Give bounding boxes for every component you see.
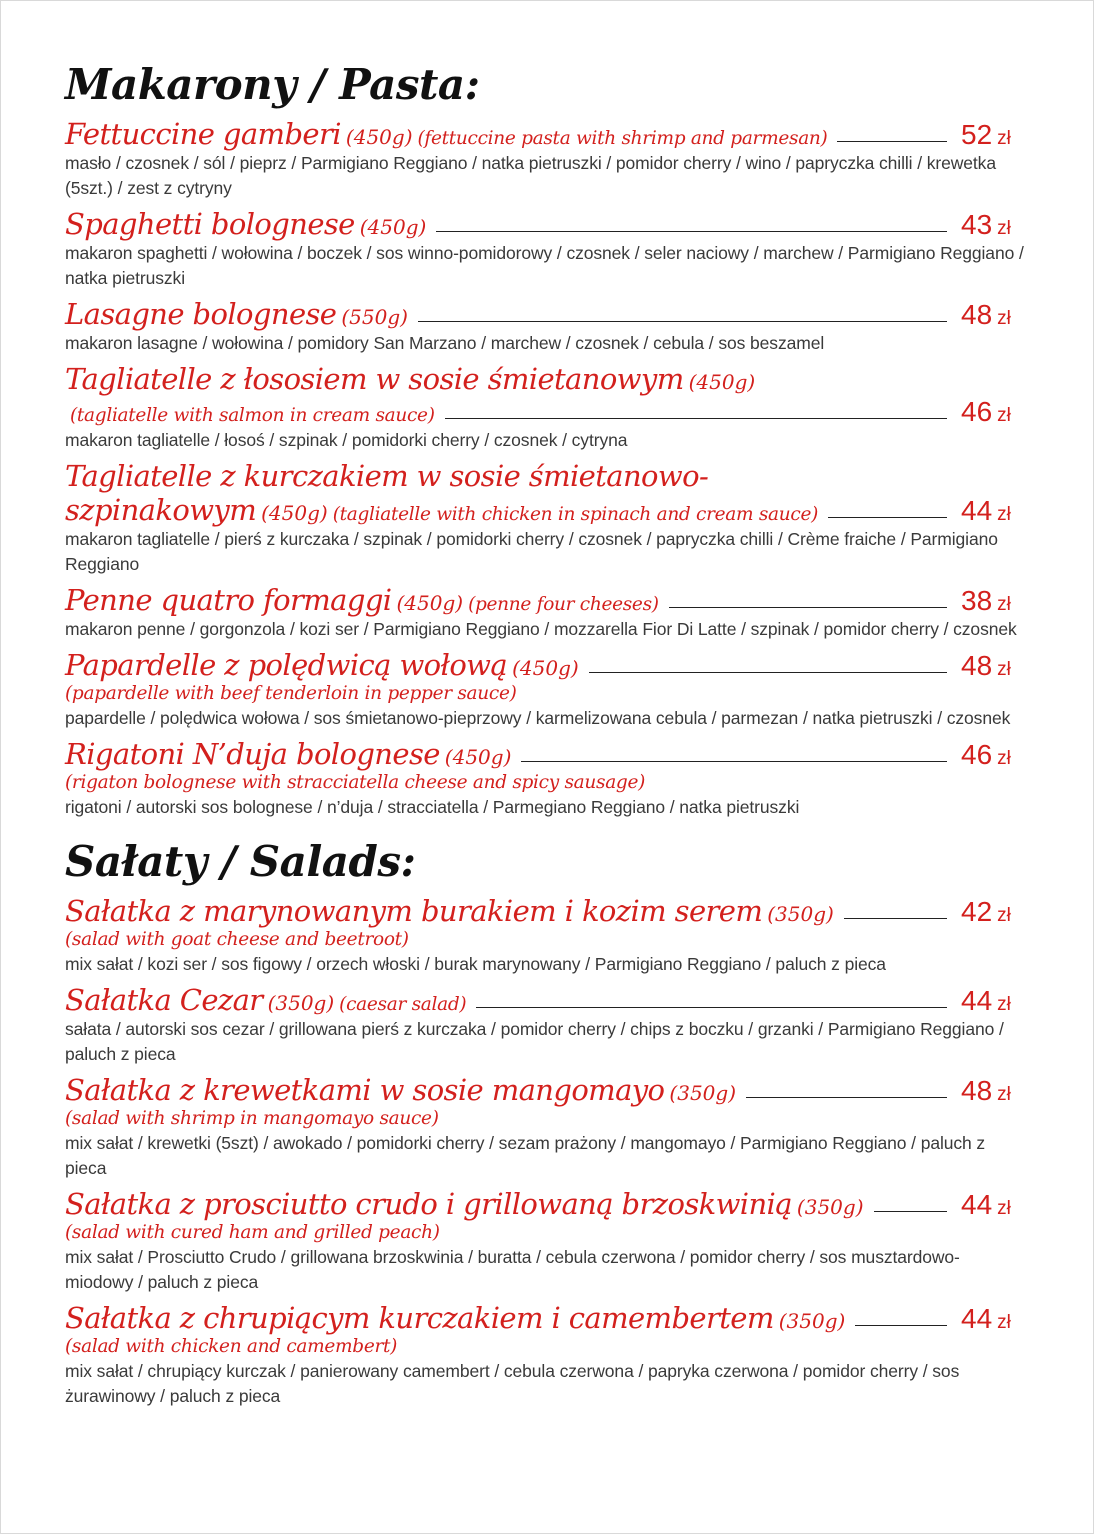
item-english-name: (caesar salad) [339, 994, 467, 1015]
item-ingredients: makaron tagliatelle / pierś z kurczaka / szpinak / pomidorki cherry / czosnek / papryczka chilli / Crème fraiche / Parmigiano Reggiano [65, 529, 998, 574]
item-name-wrap [65, 1073, 736, 1107]
price-currency: zł [997, 994, 1011, 1015]
item-weight: (450g) [261, 501, 328, 525]
menu-item [65, 459, 1027, 577]
price-currency: zł [997, 405, 1011, 426]
item-name-wrap [65, 493, 818, 527]
item-name-line [65, 459, 1027, 493]
item-price [961, 1075, 1027, 1107]
item-price [961, 585, 1027, 617]
item-price [961, 1189, 1027, 1221]
leader-line [844, 918, 947, 919]
leader-line [476, 1007, 947, 1008]
item-weight: (450g) [512, 656, 579, 680]
item-price-line [65, 737, 1027, 771]
price-value: 44 [961, 1189, 993, 1220]
leader-line [436, 231, 947, 232]
price-currency: zł [997, 128, 1011, 149]
section-title: Sałaty / Salads: [65, 837, 416, 886]
menu-item [65, 894, 1027, 977]
item-price-line [65, 583, 1027, 617]
item-name: Sałatka Cezar [65, 983, 263, 1017]
item-name-wrap [65, 737, 511, 771]
item-name-wrap [65, 405, 435, 426]
price-value: 38 [961, 585, 993, 616]
item-price-line [65, 1187, 1027, 1221]
item-price [961, 396, 1027, 428]
menu-item [65, 1301, 1027, 1409]
price-currency: zł [997, 1312, 1011, 1333]
menu-item [65, 1187, 1027, 1295]
item-english-name: (rigaton bolognese with stracciatella cheese and spicy sausage) [65, 772, 646, 793]
item-name-line [65, 362, 1027, 396]
item-weight: (350g) [267, 991, 335, 1015]
item-name: Penne quatro formaggi [65, 583, 392, 617]
item-name: Sałatka z chrupiącym kurczakiem i camembertem [65, 1301, 774, 1335]
price-value: 43 [961, 209, 993, 240]
item-name-wrap [65, 648, 579, 682]
item-price [961, 896, 1027, 928]
item-ingredients: makaron penne / gorgonzola / kozi ser / Parmigiano Reggiano / mozzarella Fior Di Latte / szpinak / pomidor cherry / czosnek [65, 619, 1017, 639]
item-english-name: (salad with shrimp in mangomayo sauce) [65, 1108, 439, 1129]
item-weight: (550g) [341, 305, 408, 329]
item-price [961, 119, 1027, 151]
price-value: 48 [961, 299, 993, 330]
item-price-line [65, 297, 1027, 331]
item-ingredients: mix sałat / krewetki (5szt) / awokado / pomidorki cherry / sezam prażony / mangomayo / Parmigiano Reggiano / paluch z pieca [65, 1133, 986, 1178]
item-ingredients: makaron tagliatelle / łosoś / szpinak / pomidorki cherry / czosnek / cytryna [65, 430, 628, 450]
item-name: Sałatka z prosciutto crudo i grillowaną brzoskwinią [65, 1187, 792, 1221]
item-name-wrap [65, 983, 466, 1017]
item-name-wrap [65, 1187, 864, 1221]
leader-line [589, 672, 947, 673]
price-value: 46 [961, 739, 993, 770]
price-currency: zł [997, 218, 1011, 239]
leader-line [874, 1211, 947, 1212]
leader-line [445, 418, 947, 419]
item-weight: (450g) [396, 591, 464, 615]
price-value: 46 [961, 396, 993, 427]
item-ingredients: papardelle / polędwica wołowa / sos śmietanowo-pieprzowy / karmelizowana cebula / parmezan / natka pietruszki / czosnek [65, 708, 1011, 728]
item-weight: (450g) [359, 215, 427, 239]
item-ingredients: makaron spaghetti / wołowina / boczek / sos winno-pomidorowy / czosnek / seler naciowy / marchew / Parmigiano Reggiano / natka pietruszki [65, 243, 1024, 288]
section-title: Makarony / Pasta: [65, 60, 480, 109]
menu-item [65, 207, 1027, 291]
price-currency: zł [997, 1084, 1011, 1105]
item-price [961, 985, 1027, 1017]
leader-line [746, 1097, 947, 1098]
menu-item [65, 583, 1027, 642]
item-name: Sałatka z marynowanym burakiem i kozim serem [65, 894, 763, 928]
item-price-line [65, 1073, 1027, 1107]
item-price [961, 650, 1027, 682]
item-price-line [65, 117, 1027, 151]
item-ingredients: mix sałat / chrupiący kurczak / panierowany camembert / cebula czerwona / papryka czerwona / pomidor cherry / sos żurawinowy / paluch z pieca [65, 1361, 960, 1406]
leader-line [418, 321, 947, 322]
item-price [961, 209, 1027, 241]
price-currency: zł [997, 748, 1011, 769]
item-name: szpinakowym [65, 493, 257, 527]
item-weight: (450g) [688, 370, 756, 394]
item-ingredients: mix sałat / kozi ser / sos figowy / orzech włoski / burak marynowany / Parmigiano Reggiano / paluch z pieca [65, 954, 886, 974]
item-name: Papardelle z polędwicą wołową [65, 648, 508, 682]
price-currency: zł [997, 659, 1011, 680]
item-name-wrap [65, 583, 659, 617]
item-price-line [65, 894, 1027, 928]
item-name: Spaghetti bolognese [65, 207, 355, 241]
item-price-line [65, 1301, 1027, 1335]
leader-line [855, 1325, 947, 1326]
item-weight: (450g) [345, 125, 413, 149]
leader-line [669, 607, 947, 608]
leader-line [521, 761, 947, 762]
item-english-name: (salad with cured ham and grilled peach) [65, 1222, 440, 1243]
item-english-name: (fettuccine pasta with shrimp and parmesan) [417, 128, 828, 149]
item-name-wrap [65, 117, 827, 151]
item-name: Tagliatelle z łososiem w sosie śmietanowym [65, 362, 684, 396]
item-name-wrap [65, 362, 755, 396]
item-price-line [65, 493, 1027, 527]
item-english-name: (penne four cheeses) [468, 594, 659, 615]
menu-item [65, 1073, 1027, 1181]
item-name: Lasagne bolognese [65, 297, 337, 331]
menu-item [65, 983, 1027, 1067]
item-name-wrap [65, 207, 426, 241]
menu-content [65, 59, 1027, 1409]
price-value: 52 [961, 119, 993, 150]
item-name: Sałatka z krewetkami w sosie mangomayo [65, 1073, 665, 1107]
item-ingredients: sałata / autorski sos cezar / grillowana pierś z kurczaka / pomidor cherry / chips z boczku / grzanki / Parmigiano Reggiano / paluch z pieca [65, 1019, 1004, 1064]
price-currency: zł [997, 905, 1011, 926]
item-name: Rigatoni N’duja bolognese [65, 737, 440, 771]
item-name-wrap [65, 459, 708, 493]
item-name-wrap [65, 1301, 845, 1335]
item-price-line [65, 648, 1027, 682]
item-price [961, 495, 1027, 527]
leader-line [828, 517, 947, 518]
item-price-line [65, 396, 1027, 428]
menu-item [65, 737, 1027, 820]
item-english-name: (tagliatelle with salmon in cream sauce) [70, 405, 435, 426]
price-value: 44 [961, 495, 993, 526]
menu-item [65, 297, 1027, 356]
item-weight: (450g) [444, 745, 512, 769]
item-ingredients: masło / czosnek / sól / pieprz / Parmigiano Reggiano / natka pietruszki / pomidor cherry / wino / papryczka chilli / krewetka (5szt.) / zest z cytryny [65, 153, 996, 198]
item-ingredients: makaron lasagne / wołowina / pomidory San Marzano / marchew / czosnek / cebula / sos beszamel [65, 333, 825, 353]
item-weight: (350g) [796, 1195, 864, 1219]
item-weight: (350g) [778, 1309, 846, 1333]
price-currency: zł [997, 1198, 1011, 1219]
price-currency: zł [997, 308, 1011, 329]
price-value: 44 [961, 985, 993, 1016]
item-name: Tagliatelle z kurczakiem w sosie śmietanowo- [65, 459, 709, 493]
item-english-name: (papardelle with beef tenderloin in pepper sauce) [65, 683, 517, 704]
item-name: Fettuccine gamberi [65, 117, 341, 151]
menu-item [65, 117, 1027, 201]
item-name-wrap [65, 894, 834, 928]
item-name-wrap [65, 297, 408, 331]
price-value: 42 [961, 896, 993, 927]
item-english-name: (salad with goat cheese and beetroot) [65, 929, 409, 950]
item-weight: (350g) [767, 902, 834, 926]
price-value: 48 [961, 650, 993, 681]
price-currency: zł [997, 594, 1011, 615]
menu-item [65, 648, 1027, 731]
price-currency: zł [997, 504, 1011, 525]
item-ingredients: mix sałat / Prosciutto Crudo / grillowana brzoskwinia / buratta / cebula czerwona / pomidor cherry / sos musztardowo-miodowy / paluch z pieca [65, 1247, 960, 1292]
item-english-name: (tagliatelle with chicken in spinach and cream sauce) [332, 504, 819, 525]
item-price [961, 1303, 1027, 1335]
item-price [961, 299, 1027, 331]
item-ingredients: rigatoni / autorski sos bolognese / n’duja / stracciatella / Parmegiano Reggiano / natka pietruszki [65, 797, 800, 817]
price-value: 44 [961, 1303, 993, 1334]
menu-item [65, 362, 1027, 453]
item-price-line [65, 983, 1027, 1017]
item-price-line [65, 207, 1027, 241]
item-weight: (350g) [669, 1081, 737, 1105]
leader-line [837, 141, 947, 142]
item-english-name: (salad with chicken and camembert) [65, 1336, 398, 1357]
price-value: 48 [961, 1075, 993, 1106]
item-price [961, 739, 1027, 771]
